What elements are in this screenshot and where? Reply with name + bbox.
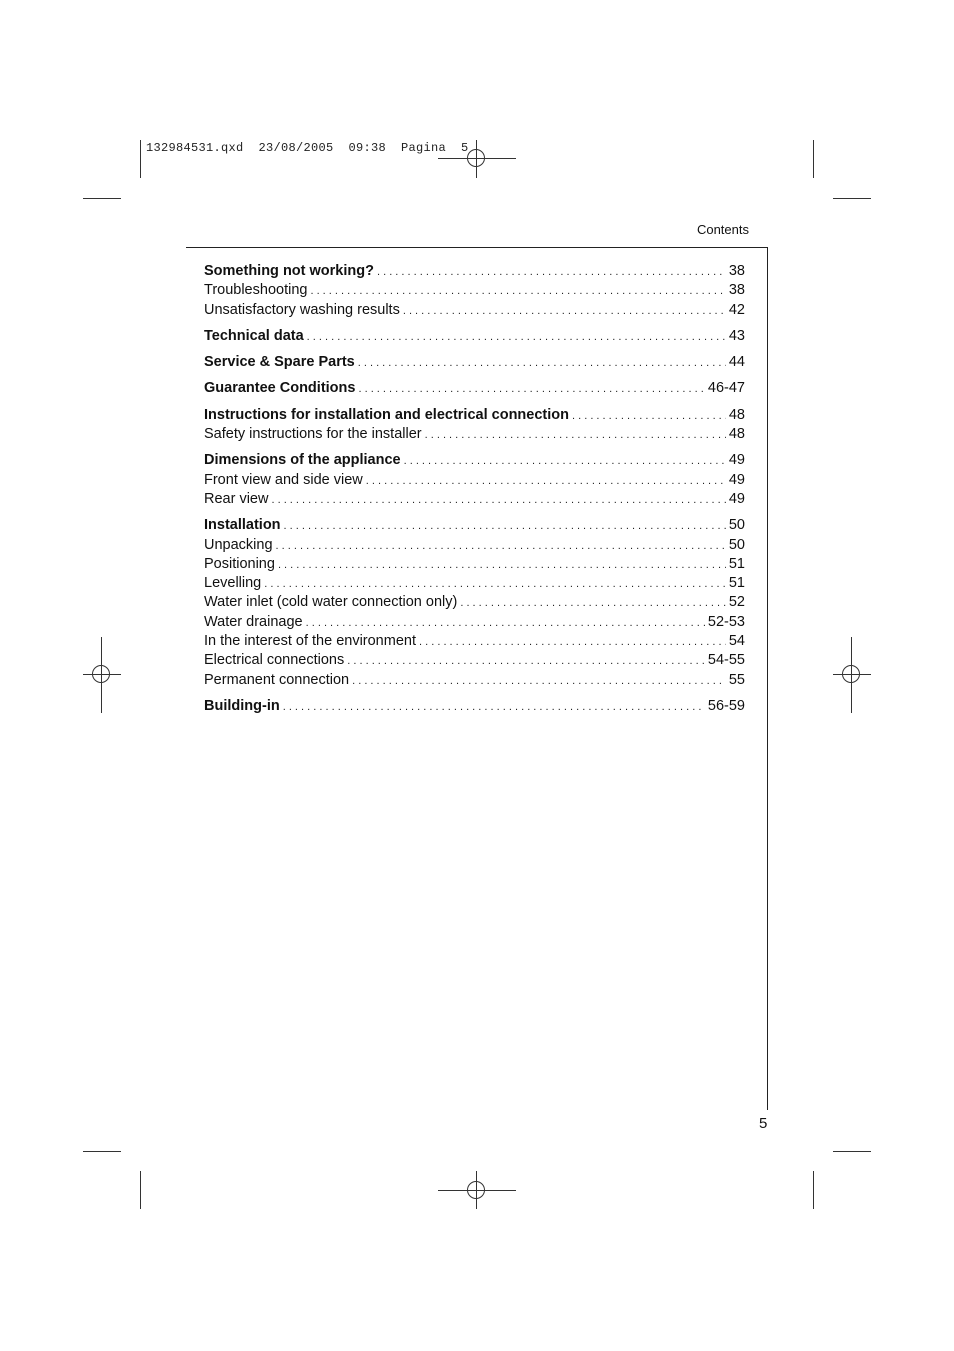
toc-entry-page: 48 [728, 406, 745, 423]
dot-leader [307, 327, 726, 347]
toc-entry-page: 54 [728, 633, 745, 650]
toc-entry-title: Water drainage [204, 613, 303, 630]
toc-entry-title: Building-in [204, 697, 280, 714]
toc-entry[interactable] [204, 632, 745, 651]
crop-mark [813, 140, 814, 178]
toc-entry-title: Dimensions of the appliance [204, 452, 401, 469]
toc-entry-page: 44 [728, 354, 745, 371]
toc-entry-title: Unpacking [204, 536, 273, 553]
toc-entry[interactable] [204, 490, 745, 509]
toc-entry[interactable] [204, 281, 745, 300]
toc-entry-title: Positioning [204, 555, 275, 572]
dot-leader [306, 613, 705, 633]
toc-heading-entry[interactable] [204, 353, 745, 372]
toc-entry[interactable] [204, 593, 745, 612]
section-label: Contents [696, 222, 749, 237]
toc-entry-title: Electrical connections [204, 652, 345, 669]
dot-leader [264, 574, 726, 594]
dot-leader [404, 451, 726, 471]
dot-leader [572, 406, 726, 426]
toc-entry-page: 54-55 [707, 652, 745, 669]
toc-heading-entry[interactable] [204, 379, 745, 398]
margin-rule [767, 247, 768, 1110]
dot-leader [310, 281, 725, 301]
dot-leader [425, 425, 726, 445]
toc-entry-page: 42 [728, 301, 745, 318]
toc-entry[interactable] [204, 574, 745, 593]
toc-entry-title: Service & Spare Parts [204, 354, 355, 371]
toc-entry[interactable] [204, 671, 745, 690]
dot-leader [358, 353, 726, 373]
toc-entry-page: 56-59 [707, 697, 745, 714]
print-slug: 132984531.qxd 23/08/2005 09:38 Pagina 5 [146, 141, 469, 155]
toc-entry-title: Front view and side view [204, 471, 363, 488]
toc-entry[interactable] [204, 301, 745, 320]
toc-group [204, 262, 745, 320]
toc-group [204, 379, 745, 398]
dot-leader [352, 671, 726, 691]
toc-entry[interactable] [204, 555, 745, 574]
crop-mark [833, 1151, 871, 1152]
crop-mark [833, 198, 871, 199]
toc-entry-title: Installation [204, 517, 281, 534]
toc-entry-title: Guarantee Conditions [204, 380, 356, 397]
toc-entry-title: Instructions for installation and electrical connection [204, 406, 569, 423]
dot-leader [419, 632, 726, 652]
toc-entry-page: 38 [728, 282, 745, 299]
toc-entry-page: 52 [728, 594, 745, 611]
dot-leader [403, 301, 726, 321]
toc-group [204, 516, 745, 690]
table-of-contents [204, 262, 745, 723]
toc-entry-title: Something not working? [204, 263, 374, 279]
header-rule [186, 247, 768, 248]
crop-mark [813, 1171, 814, 1209]
toc-group [204, 327, 745, 346]
toc-heading-entry[interactable] [204, 406, 745, 425]
page-number: 5 [759, 1115, 768, 1132]
toc-heading-entry[interactable] [204, 327, 745, 346]
toc-group [204, 353, 745, 372]
toc-entry-page: 55 [728, 671, 745, 688]
dot-leader [284, 516, 726, 536]
toc-entry-page: 46-47 [707, 380, 745, 397]
toc-entry-title: Water inlet (cold water connection only) [204, 594, 458, 611]
toc-group [204, 697, 745, 716]
toc-entry-page: 49 [728, 452, 745, 469]
dot-leader [278, 555, 726, 575]
toc-entry-page: 52-53 [707, 613, 745, 630]
toc-entry[interactable] [204, 536, 745, 555]
toc-entry-page: 50 [728, 536, 745, 553]
toc-group [204, 451, 745, 509]
dot-leader [460, 593, 726, 613]
toc-entry[interactable] [204, 651, 745, 670]
dot-leader [347, 651, 705, 671]
toc-entry-page: 48 [728, 426, 745, 443]
toc-entry[interactable] [204, 471, 745, 490]
toc-heading-entry[interactable] [204, 516, 745, 535]
dot-leader [283, 697, 705, 717]
crop-mark [83, 1151, 121, 1152]
dot-leader [366, 471, 726, 491]
toc-entry[interactable] [204, 613, 745, 632]
toc-entry-title: Technical data [204, 327, 304, 344]
toc-entry-title: In the interest of the environment [204, 633, 416, 650]
toc-entry-title: Levelling [204, 575, 262, 592]
toc-entry-page: 38 [728, 263, 745, 279]
toc-heading-entry[interactable] [204, 262, 745, 281]
dot-leader [358, 379, 704, 399]
toc-entry[interactable] [204, 425, 745, 444]
toc-entry-title: Permanent connection [204, 671, 350, 688]
dot-leader [377, 262, 726, 282]
toc-entry-title: Safety instructions for the installer [204, 426, 422, 443]
dot-leader [271, 490, 725, 510]
crop-mark [140, 1171, 141, 1209]
toc-entry-page: 49 [728, 471, 745, 488]
toc-entry-page: 49 [728, 490, 745, 507]
toc-entry-page: 43 [728, 327, 745, 344]
crop-mark [83, 198, 121, 199]
toc-entry-title: Troubleshooting [204, 282, 308, 299]
toc-entry-page: 51 [728, 575, 745, 592]
toc-entry-title: Rear view [204, 490, 269, 507]
toc-group [204, 406, 745, 445]
crop-mark [140, 140, 141, 178]
toc-entry-page: 50 [728, 517, 745, 534]
toc-entry-title: Unsatisfactory washing results [204, 301, 400, 318]
toc-heading-entry[interactable] [204, 697, 745, 716]
toc-entry-page: 51 [728, 555, 745, 572]
toc-heading-entry[interactable] [204, 451, 745, 470]
dot-leader [276, 536, 726, 556]
